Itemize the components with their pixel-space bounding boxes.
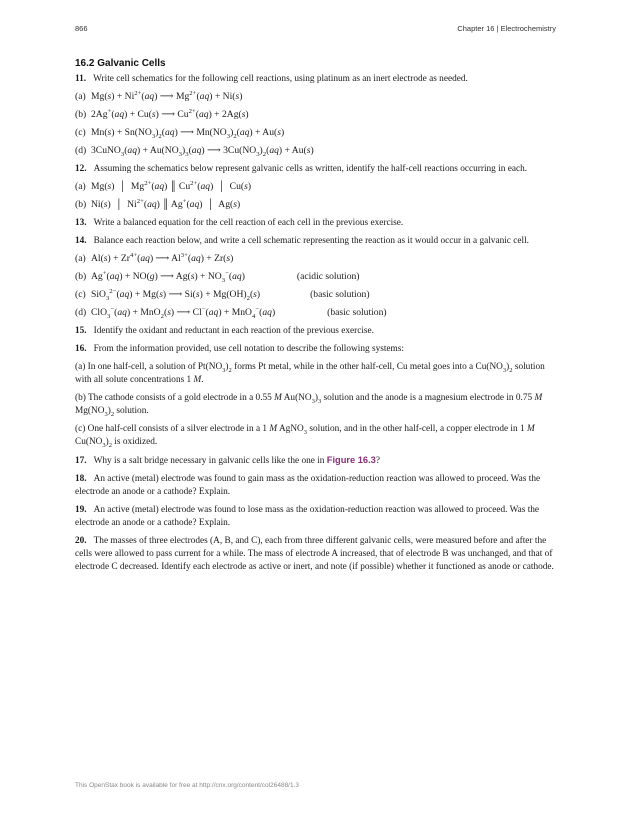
condition-basic-c: (basic solution) [310, 289, 370, 300]
chapter-title: Chapter 16 | Electrochemistry [457, 24, 556, 33]
q16-part-a: (a) In one half-cell, a solution of $Pt(NO_3)_2$ forms Pt metal, while in the other half-cell, Cu metal goes into a $Cu(NO_3)_2$ solution with all solute concentrations 1 M. [75, 362, 545, 385]
question-16: 16. From the information provided, use cell notation to describe the following systems: [75, 344, 404, 354]
section-title: 16.2 Galvanic Cells [75, 58, 166, 69]
q14-reaction-c: (c) SiO$_3^{2-}$(aq) + Mg(s) ⟶ $Si(s) + Mg(OH)_2(s)$ (basic solution) [75, 287, 370, 302]
question-17: 17. Why is a salt bridge necessary in galvanic cells like the one in Figure 16.3? [75, 455, 380, 466]
condition-basic-d: (basic solution) [327, 307, 387, 318]
question-12: 12. Assuming the schematics below represent galvanic cells as written, identify the half-cell reactions occurring in each. [75, 164, 528, 174]
question-19: 19. An active (metal) electrode was found to lose mass as the oxidation-reduction reaction was allowed to proceed. Was the electrode an anode or a cathode? Explain. [75, 505, 540, 528]
q12-schematic-a: (a) Mg(s) │ $Mg^{2+}(aq)$ ║ $Cu^{2+}(aq)$ │ Cu(s) [75, 179, 252, 192]
q11-reaction-d: (d) 3CuNO$_3$(aq) + $Au(NO_3)_3(aq)$ ⟶ $3Cu(NO_3)_2(aq) + Au(s)$ [75, 145, 314, 158]
question-18: 18. An active (metal) electrode was found to gain mass as the oxidation-reduction reaction was allowed to proceed. Was the electrode an anode or a cathode? Explain. [75, 474, 541, 497]
q16-part-b: (b) The cathode consists of a gold electrode in a 0.55 M $Au(NO_3)_3$ solution and the anode is a magnesium electrode in 0.75 M $Mg(NO_3)_2$ solution. [75, 393, 543, 418]
page-number: 866 [75, 24, 88, 33]
q16-part-c: (c) One half-cell consists of a silver electrode in a 1 M AgNO$_3$ solution, and in the other half-cell, a copper electrode in 1 M $Cu(NO_3)_2$ is oxidized. [75, 424, 535, 449]
q12-schematic-b: (b) Ni(s) │ $Ni^{2+}(aq)$ ║ Ag+(aq) │ Ag(s) [75, 197, 241, 210]
question-20: 20. The masses of three electrodes (A, B, and C), each from three different galvanic cells, were measured before and after the cells were allowed to pass current for a while. The mass of electrode A increased, that of electrode B was unchanged, and that of electrode C decreased. Identify each electrode as active or inert, and note (if possible) whether it functioned as anode or cathode. [75, 536, 554, 572]
page-header [75, 24, 556, 36]
question-13: 13. Write a balanced equation for the cell reaction of each cell in the previous exercise. [75, 218, 404, 228]
question-15: 15. Identify the oxidant and reductant in each reaction of the previous exercise. [75, 326, 374, 336]
q14-reaction-a: (a) $Al(s) + Zr^{4+}(aq)$ ⟶ $Al^{3+}(aq) + Zr(s)$ [75, 251, 234, 264]
page-content [75, 58, 557, 579]
question-11: 11. Write cell schematics for the following cell reactions, using platinum as an inert electrode as needed. [75, 74, 468, 84]
page-footer: This OpenStax book is available for free at http://cnx.org/content/col26488/1.3 [75, 782, 300, 789]
q11-reaction-b: (b) 2Ag+(aq) + Cu(s) ⟶ $Cu^{2+}(aq) + 2Ag(s)$ [75, 107, 249, 120]
question-14: 14. Balance each reaction below, and write a cell schematic representing the reaction as it would occur in a galvanic cell. [75, 236, 530, 246]
figure-link[interactable]: Figure 16.3 [326, 455, 376, 465]
q11-reaction-a: (a) $Mg(s) + Ni^{2+}(aq)$ ⟶ $Mg^{2+}(aq) + Ni(s)$ [75, 89, 243, 102]
q11-reaction-c: (c) $Mn(s) + Sn(NO_3)_2(aq)$ ⟶ $Mn(NO_3)_2(aq) + Au(s)$ [75, 127, 285, 140]
q14-reaction-d: (d) ClO$_3$−(aq) + MnO$_2$(s) ⟶ Cl−(aq) + MnO$_4$−(aq) (basic solution) [75, 305, 387, 320]
q14-reaction-b: (b) Ag+(aq) + NO(g) ⟶ $Ag(s) + NO_3^-(aq)$ (acidic solution) [75, 269, 360, 284]
condition-acidic: (acidic solution) [296, 271, 360, 282]
